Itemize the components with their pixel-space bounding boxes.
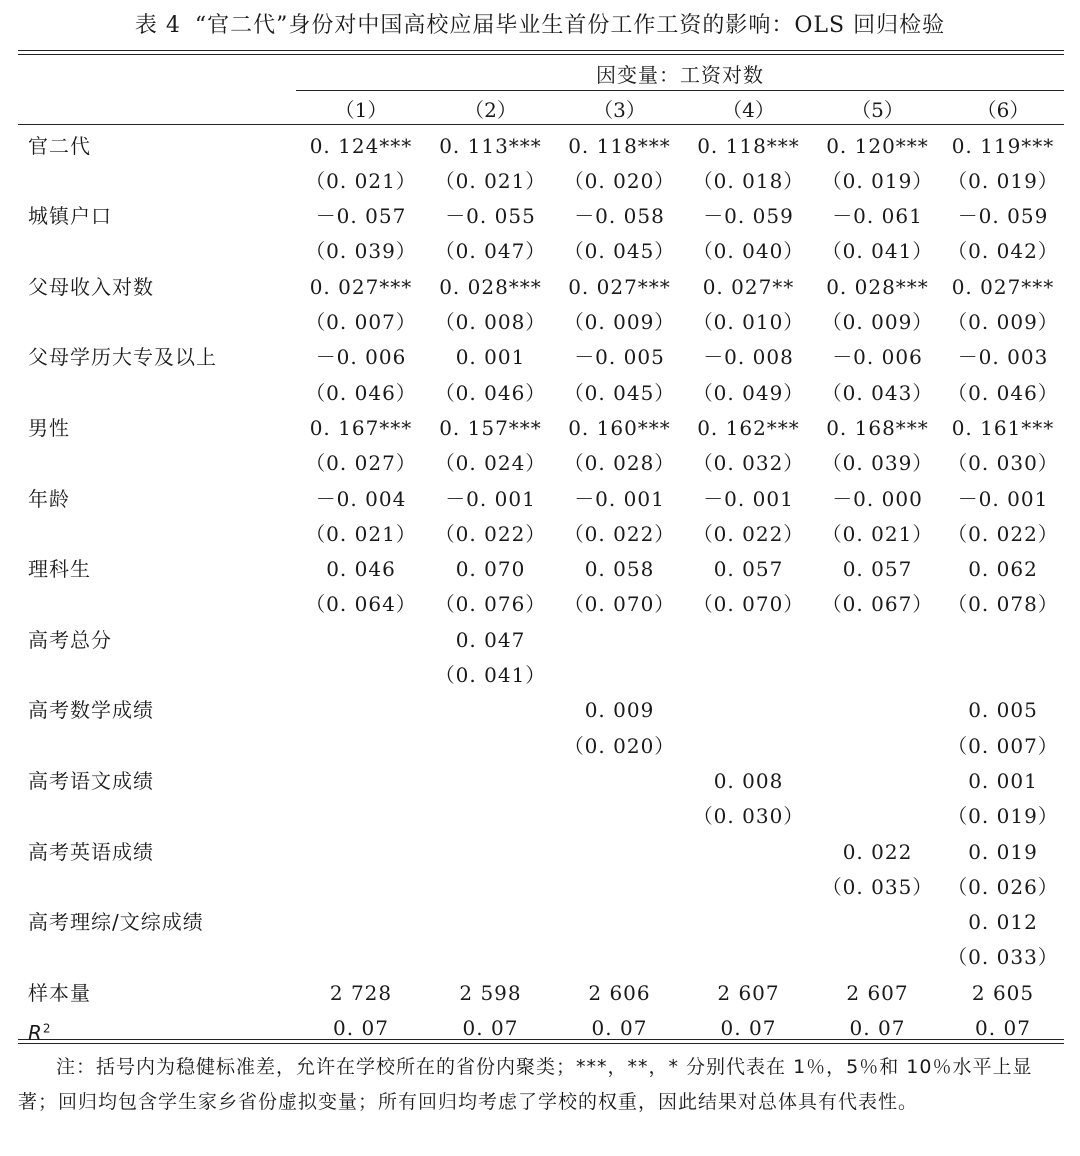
std-error-cell: （0. 009） (563, 310, 676, 335)
coefficient-cell: －0. 001 (445, 486, 536, 511)
coefficient-cell: －0. 061 (832, 204, 923, 229)
coefficient-cell: 0. 070 (455, 557, 526, 582)
column-number: （5） (851, 98, 904, 123)
std-error-cell (296, 870, 426, 905)
std-error-cell: （0. 021） (305, 168, 417, 193)
std-error-cell (555, 658, 684, 693)
coefficient-cell: －0. 059 (957, 204, 1049, 229)
sample-size-cell: 2 606 (588, 980, 651, 1005)
row-label: 父母收入对数 (28, 274, 154, 299)
r-squared-symbol (28, 1021, 52, 1045)
coefficient-cell: 0. 161*** (951, 415, 1055, 440)
row-label: 高考英语成绩 (28, 839, 154, 864)
std-error-cell: （0. 019） (947, 168, 1059, 193)
std-error-cell: （0. 020） (563, 168, 676, 193)
coefficient-cell (555, 623, 684, 658)
std-error-cell (296, 658, 426, 693)
row-label: 高考理综/文综成绩 (28, 910, 204, 935)
std-error-cell (813, 658, 942, 693)
coefficient-cell: 0. 119*** (951, 133, 1055, 158)
std-error-cell: （0. 019） (821, 168, 934, 193)
row-label: 高考语文成绩 (28, 768, 154, 793)
coefficient-cell: －0. 001 (574, 486, 665, 511)
r-squared-cell: 0. 07 (849, 1016, 906, 1041)
std-error-cell (684, 870, 813, 905)
coefficient-cell (813, 623, 942, 658)
coefficient-cell (555, 835, 684, 870)
std-error-cell: （0. 027） (305, 451, 417, 476)
coefficient-cell (684, 905, 813, 940)
coefficient-cell: 0. 118*** (568, 133, 671, 158)
row-label-empty (18, 799, 296, 834)
r-squared-cell: 0. 07 (462, 1016, 519, 1041)
coefficient-cell: －0. 003 (957, 345, 1049, 370)
coefficient-cell: 0. 162*** (697, 415, 800, 440)
std-error-cell: （0. 030） (692, 804, 805, 829)
std-error-cell (684, 729, 813, 764)
coefficient-cell: －0. 005 (574, 345, 665, 370)
table-title (0, 8, 1080, 39)
coefficient-cell (555, 764, 684, 799)
std-error-cell: （0. 043） (821, 380, 934, 405)
table-number: 表 4 (134, 13, 181, 38)
coefficient-cell: －0. 004 (315, 486, 407, 511)
sample-size-cell: 2 598 (459, 980, 522, 1005)
r-squared-superscript: 2 (42, 1021, 52, 1036)
row-label-empty (18, 940, 296, 975)
header-empty-cell (18, 58, 296, 93)
std-error-cell (296, 799, 426, 834)
coefficient-cell: －0. 000 (832, 486, 923, 511)
column-number: （6） (976, 98, 1030, 123)
r-squared-cell: 0. 07 (591, 1016, 648, 1041)
coefficient-cell: 0. 047 (455, 627, 526, 652)
top-rule-upper (18, 50, 1064, 51)
coefficient-cell (296, 905, 426, 940)
coefficient-cell: 0. 001 (455, 345, 526, 370)
table-note: 注：括号内为稳健标准差，允许在学校所在的省份内聚类；***，**，* 分别代表在 1％，5％和 10％水平上显著；回归均包含学生家乡省份虚拟变量；所有回归均考虑了学校的权重，因此结果对总体具有代表性。 (18, 1056, 1033, 1113)
coefficient-cell: －0. 001 (703, 486, 794, 511)
std-error-cell (426, 729, 555, 764)
coefficient-cell (426, 693, 555, 728)
sample-size-cell: 2 728 (329, 980, 393, 1005)
coefficient-cell (684, 693, 813, 728)
std-error-cell: （0. 028） (563, 451, 676, 476)
coefficient-cell (296, 693, 426, 728)
row-label-empty (18, 658, 296, 693)
std-error-cell: （0. 041） (821, 239, 934, 264)
std-error-cell (555, 799, 684, 834)
table-title-text: “官二代”身份对中国高校应届毕业生首份工作工资的影响：OLS 回归检验 (194, 13, 946, 38)
std-error-cell: （0. 022） (563, 521, 676, 546)
row-label-empty (18, 234, 296, 269)
coefficient-cell (684, 835, 813, 870)
std-error-cell: （0. 076） (434, 592, 547, 617)
coefficient-cell: 0. 008 (713, 768, 784, 793)
row-label-empty (18, 517, 296, 552)
coefficient-cell: 0. 057 (842, 557, 913, 582)
row-label-empty (18, 305, 296, 340)
std-error-cell: （0. 009） (947, 310, 1059, 335)
std-error-cell: （0. 045） (563, 239, 676, 264)
regression-table (18, 58, 1064, 1046)
std-error-cell (426, 799, 555, 834)
row-label-empty (18, 870, 296, 905)
row-label: 理科生 (28, 557, 91, 582)
coefficient-cell (942, 623, 1064, 658)
coefficient-cell: 0. 001 (968, 768, 1038, 793)
std-error-cell: （0. 067） (821, 592, 934, 617)
row-label: 父母学历大专及以上 (28, 345, 217, 370)
std-error-cell: （0. 039） (821, 451, 934, 476)
std-error-cell (296, 940, 426, 975)
coefficient-cell: 0. 012 (968, 910, 1038, 935)
std-error-cell: （0. 022） (434, 521, 547, 546)
row-label-empty (18, 446, 296, 481)
sample-size-cell: 2 607 (846, 980, 909, 1005)
std-error-cell: （0. 032） (692, 451, 805, 476)
std-error-cell: （0. 046） (434, 380, 547, 405)
std-error-cell: （0. 024） (434, 451, 547, 476)
std-error-cell: （0. 021） (434, 168, 547, 193)
coefficient-cell: 0. 009 (584, 698, 655, 723)
std-error-cell (684, 940, 813, 975)
std-error-cell: （0. 026） (947, 874, 1059, 899)
coefficient-cell: 0. 113*** (439, 133, 542, 158)
coefficient-cell (426, 764, 555, 799)
row-label: 高考总分 (28, 627, 112, 652)
r-squared-cell: 0. 07 (333, 1016, 389, 1041)
std-error-cell (296, 729, 426, 764)
coefficient-cell: 0. 157*** (439, 415, 542, 440)
coefficient-cell: －0. 059 (703, 204, 794, 229)
std-error-cell: （0. 007） (305, 310, 417, 335)
column-number: （1） (334, 98, 388, 123)
coefficient-cell: 0. 120*** (826, 133, 929, 158)
coefficient-cell (813, 693, 942, 728)
std-error-cell: （0. 007） (947, 733, 1059, 758)
r-squared-label (18, 1011, 296, 1046)
coefficient-cell: 0. 027*** (951, 274, 1055, 299)
column-label-empty (18, 93, 296, 128)
coefficient-cell: 0. 027*** (309, 274, 413, 299)
std-error-cell: （0. 070） (563, 592, 676, 617)
coefficient-cell (296, 623, 426, 658)
std-error-cell: （0. 064） (305, 592, 417, 617)
std-error-cell: （0. 042） (947, 239, 1059, 264)
row-label: 城镇户口 (28, 204, 112, 229)
std-error-cell: （0. 035） (821, 874, 934, 899)
std-error-cell: （0. 040） (692, 239, 805, 264)
std-error-cell: （0. 033） (947, 945, 1059, 970)
column-number: （3） (593, 98, 646, 123)
std-error-cell (426, 940, 555, 975)
std-error-cell: （0. 010） (692, 310, 805, 335)
row-label-empty (18, 376, 296, 411)
sample-size-cell: 2 607 (717, 980, 780, 1005)
std-error-cell: （0. 019） (947, 804, 1059, 829)
coefficient-cell (684, 623, 813, 658)
coefficient-cell (555, 905, 684, 940)
std-error-cell: （0. 022） (947, 521, 1059, 546)
std-error-cell (942, 658, 1064, 693)
std-error-cell (813, 940, 942, 975)
coefficient-cell: －0. 006 (832, 345, 923, 370)
coefficient-cell: －0. 008 (703, 345, 794, 370)
coefficient-cell: 0. 028*** (826, 274, 929, 299)
coefficient-cell: 0. 058 (584, 557, 655, 582)
coefficient-cell: 0. 027*** (568, 274, 671, 299)
column-number: （4） (722, 98, 775, 123)
std-error-cell: （0. 041） (434, 663, 547, 688)
coefficient-cell (296, 764, 426, 799)
top-rule-lower (18, 54, 1064, 55)
std-error-cell: （0. 045） (563, 380, 676, 405)
coefficient-cell (813, 905, 942, 940)
std-error-cell (555, 940, 684, 975)
std-error-cell: （0. 021） (821, 521, 934, 546)
coefficient-cell: 0. 062 (968, 557, 1038, 582)
r-squared-letter: R (28, 1020, 43, 1045)
coefficient-cell (296, 835, 426, 870)
r-squared-cell: 0. 07 (720, 1016, 777, 1041)
std-error-cell: （0. 009） (821, 310, 934, 335)
coefficient-cell: －0. 055 (445, 204, 536, 229)
std-error-cell: （0. 020） (563, 733, 676, 758)
std-error-cell (813, 729, 942, 764)
coefficient-cell: 0. 022 (842, 839, 913, 864)
row-label: 官二代 (28, 133, 91, 158)
std-error-cell (555, 870, 684, 905)
std-error-cell (813, 799, 942, 834)
coefficient-cell: 0. 027** (702, 274, 795, 299)
coefficient-cell: －0. 006 (315, 345, 407, 370)
std-error-cell (684, 658, 813, 693)
row-label-empty (18, 587, 296, 622)
std-error-cell: （0. 047） (434, 239, 547, 264)
coefficient-cell: 0. 168*** (826, 415, 929, 440)
row-label: 高考数学成绩 (28, 698, 154, 723)
std-error-cell: （0. 022） (692, 521, 805, 546)
coefficient-cell: 0. 005 (968, 698, 1038, 723)
coefficient-cell: 0. 046 (326, 557, 396, 582)
std-error-cell: （0. 049） (692, 380, 805, 405)
row-label: 年龄 (28, 486, 70, 511)
coefficient-cell: －0. 001 (957, 486, 1049, 511)
row-label: 男性 (28, 415, 70, 440)
std-error-cell: （0. 046） (305, 380, 417, 405)
coefficient-cell: 0. 167*** (309, 415, 413, 440)
std-error-cell (426, 870, 555, 905)
row-label-empty (18, 729, 296, 764)
row-label-empty (18, 164, 296, 199)
std-error-cell: （0. 021） (305, 521, 417, 546)
coefficient-cell (813, 764, 942, 799)
coefficient-cell (426, 835, 555, 870)
std-error-cell: （0. 039） (305, 239, 417, 264)
std-error-cell: （0. 070） (692, 592, 805, 617)
coefficient-cell: －0. 057 (315, 204, 407, 229)
coefficient-cell (426, 905, 555, 940)
coefficient-cell: 0. 160*** (568, 415, 671, 440)
coefficient-cell: 0. 124*** (309, 133, 413, 158)
sample-size-cell: 2 605 (971, 980, 1035, 1005)
coefficient-cell: 0. 057 (713, 557, 784, 582)
column-number: （2） (464, 98, 517, 123)
coefficient-cell: 0. 019 (968, 839, 1038, 864)
std-error-cell: （0. 008） (434, 310, 547, 335)
r-squared-cell: 0. 07 (975, 1016, 1031, 1041)
coefficient-cell: 0. 028*** (439, 274, 542, 299)
sample-size-label: 样本量 (28, 980, 91, 1005)
std-error-cell: （0. 078） (947, 592, 1059, 617)
coefficient-cell: －0. 058 (574, 204, 665, 229)
dependent-variable-header: 因变量：工资对数 (596, 63, 764, 87)
std-error-cell: （0. 018） (692, 168, 805, 193)
std-error-cell: （0. 030） (947, 451, 1059, 476)
coefficient-cell: 0. 118*** (697, 133, 800, 158)
std-error-cell: （0. 046） (947, 380, 1059, 405)
